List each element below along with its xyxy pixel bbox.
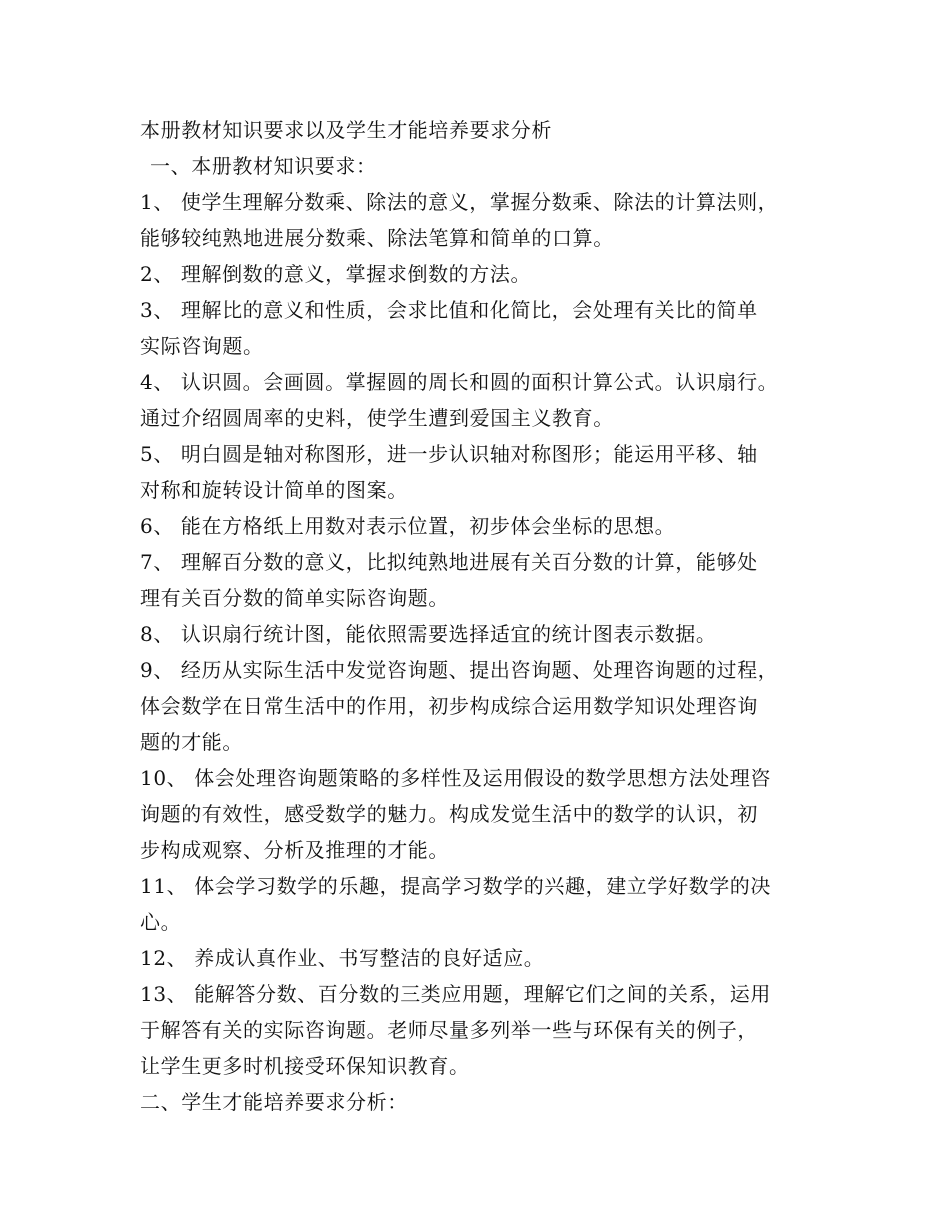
- list-item-line: 询题的有效性，感受数学的魅力。构成发觉生活中的数学的认识，初: [140, 802, 758, 826]
- list-item-line: 13、 能解答分数、百分数的三类应用题，理解它们之间的关系，运用: [140, 982, 772, 1006]
- list-item-line: 2、 理解倒数的意义，掌握求倒数的方法。: [140, 262, 532, 286]
- list-item-line: 步构成观察、分析及推理的才能。: [140, 838, 449, 862]
- list-item-line: 11、 体会学习数学的乐趣，提高学习数学的兴趣，建立学好数学的决: [140, 874, 772, 898]
- list-item-line: 8、 认识扇行统计图，能依照需要选择适宜的统计图表示数据。: [140, 622, 717, 646]
- list-item-7: [140, 544, 830, 616]
- list-item-11: [140, 868, 830, 940]
- list-item-line: 心。: [140, 910, 182, 934]
- list-item-line: 通过介绍圆周率的史料，使学生遭到爱国主义教育。: [140, 406, 614, 430]
- list-item-line: 让学生更多时机接受环保知识教育。: [140, 1054, 470, 1078]
- list-item-4: [140, 364, 830, 436]
- list-item-12: [140, 940, 830, 976]
- list-item-line: 10、 体会处理咨询题策略的多样性及运用假设的数学思想方法处理咨: [140, 766, 772, 790]
- section-two-heading: 二、学生才能培养要求分析：: [140, 1090, 408, 1114]
- list-item-line: 理有关百分数的简单实际咨询题。: [140, 586, 449, 610]
- list-item-line: 对称和旋转设计简单的图案。: [140, 478, 408, 502]
- list-item-line: 题的才能。: [140, 730, 243, 754]
- section-one-heading: 一、本册教材知识要求：: [150, 154, 377, 178]
- list-item-10: [140, 760, 830, 868]
- list-item-line: 3、 理解比的意义和性质，会求比值和化简比，会处理有关比的简单: [140, 298, 758, 322]
- list-item-line: 12、 养成认真作业、书写整洁的良好适应。: [140, 946, 545, 970]
- list-item-line: 6、 能在方格纸上用数对表示位置，初步体会坐标的思想。: [140, 514, 676, 538]
- list-item-line: 4、 认识圆。会画圆。掌握圆的周长和圆的面积计算公式。认识扇行。: [140, 370, 779, 394]
- list-item-line: 于解答有关的实际咨询题。老师尽量多列举一些与环保有关的例子，: [140, 1018, 758, 1042]
- list-item-6: [140, 508, 830, 544]
- list-item-9: [140, 652, 830, 760]
- list-item-line: 7、 理解百分数的意义，比拟纯熟地进展有关百分数的计算，能够处: [140, 550, 758, 574]
- list-item-line: 1、 使学生理解分数乘、除法的意义，掌握分数乘、除法的计算法则，: [140, 190, 779, 214]
- list-item-line: 体会数学在日常生活中的作用，初步构成综合运用数学知识处理咨询: [140, 694, 758, 718]
- list-item-line: 能够较纯熟地进展分数乘、除法笔算和简单的口算。: [140, 226, 614, 250]
- list-item-2: [140, 256, 830, 292]
- list-item-line: 5、 明白圆是轴对称图形，进一步认识轴对称图形；能运用平移、轴: [140, 442, 758, 466]
- list-item-line: 实际咨询题。: [140, 334, 264, 358]
- document-title: 本册教材知识要求以及学生才能培养要求分析: [140, 118, 552, 142]
- list-item-8: [140, 616, 830, 652]
- list-item-13: [140, 976, 830, 1084]
- list-item-5: [140, 436, 830, 508]
- list-item-3: [140, 292, 830, 364]
- list-item-1: [140, 184, 830, 256]
- document-page: [140, 112, 830, 1120]
- list-item-line: 9、 经历从实际生活中发觉咨询题、提出咨询题、处理咨询题的过程，: [140, 658, 779, 682]
